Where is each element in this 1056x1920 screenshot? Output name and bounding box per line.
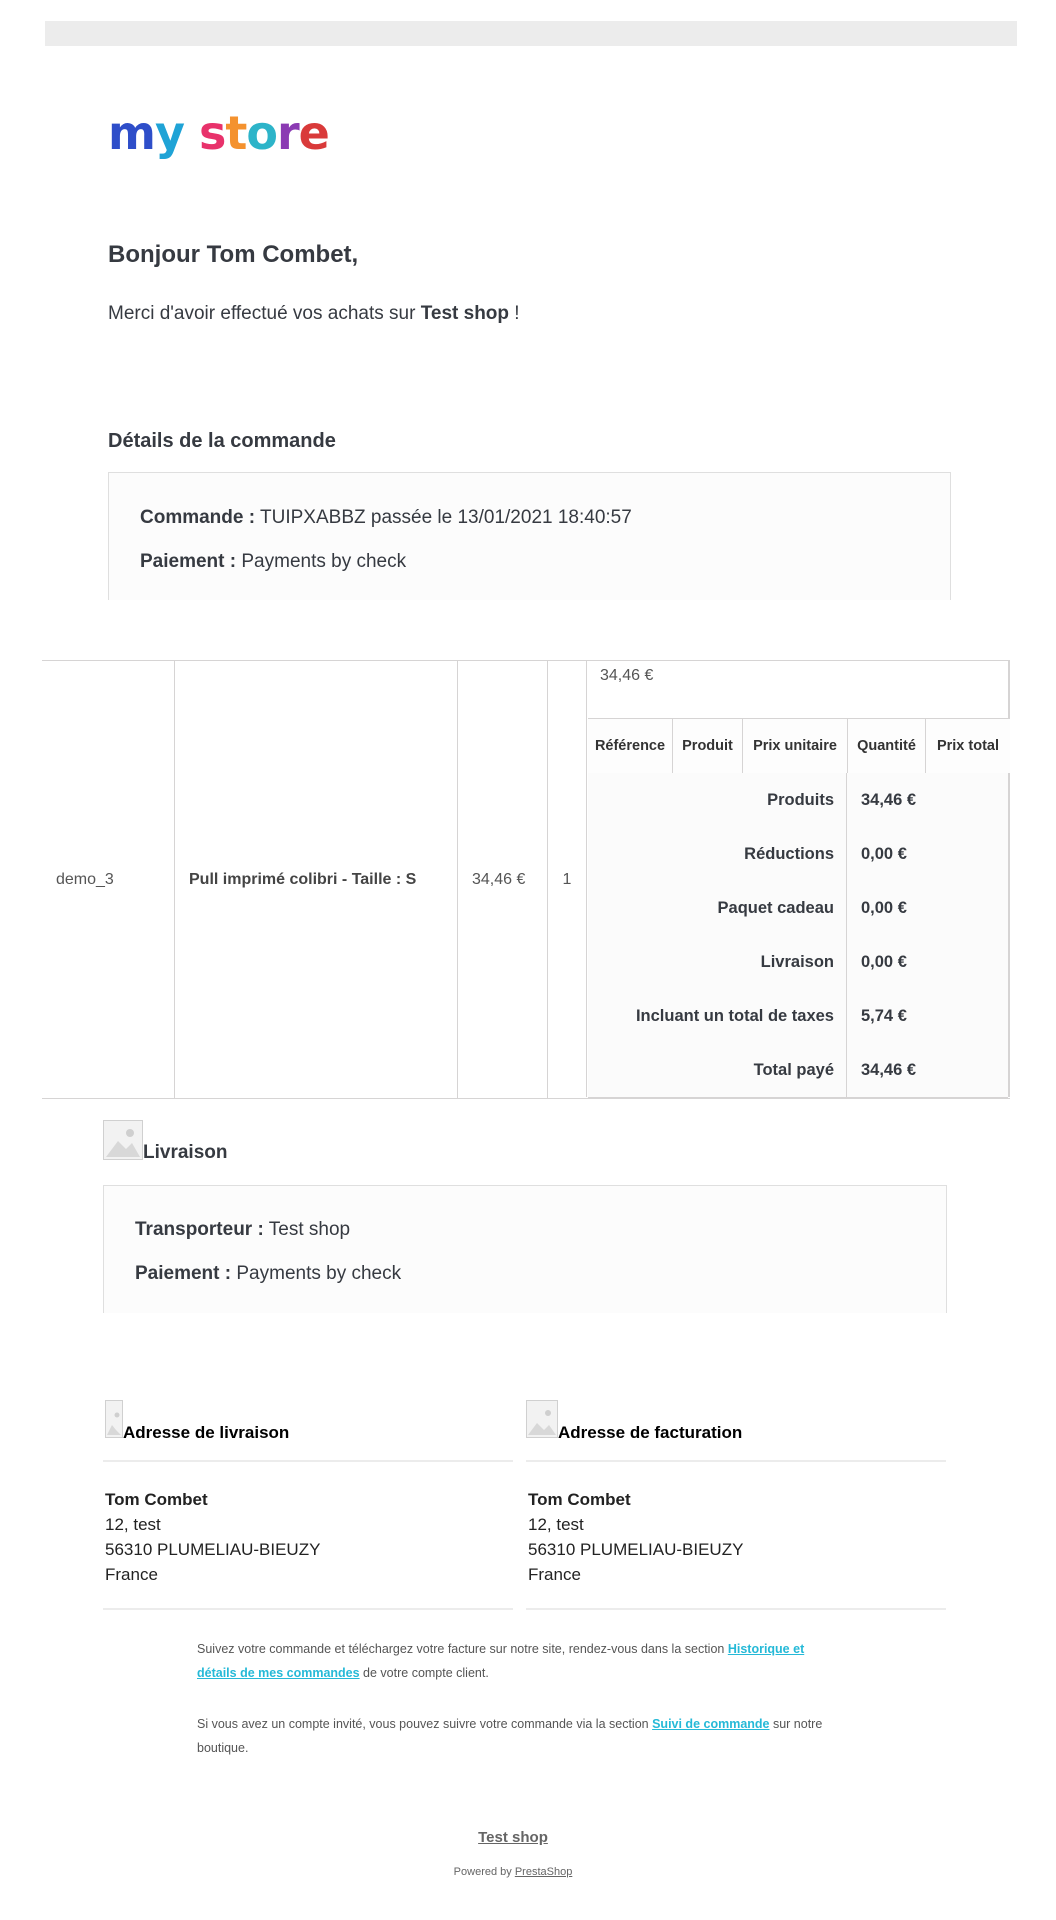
billing-line2: 56310 PLUMELIAU-BIEUZY — [528, 1540, 744, 1559]
totals-value: 0,00 € — [861, 844, 907, 863]
carrier-label: Transporteur : — [135, 1219, 264, 1240]
billing-address-rule — [526, 1460, 946, 1462]
payment-value: Payments by check — [241, 551, 407, 572]
thanks-shop-name: Test shop — [420, 303, 510, 324]
footer-p1-suffix: de votre compte client. — [359, 1666, 489, 1680]
delivery-country: France — [105, 1565, 158, 1584]
billing-address-image-icon — [526, 1400, 558, 1438]
totals-label: Livraison — [588, 935, 847, 989]
order-tracking-link[interactable]: Suivi de commande — [652, 1717, 770, 1731]
logo-part-store: store — [198, 106, 329, 160]
order-label: Commande : — [140, 507, 256, 528]
totals-label: Incluant un total de taxes — [588, 989, 847, 1043]
billing-address — [528, 1487, 743, 1587]
totals-row — [588, 1043, 1008, 1098]
shipping-title: Livraison — [143, 1142, 228, 1163]
cell-unit-price: 34,46 € — [457, 661, 547, 1098]
history-link[interactable]: Historique et détails de mes commandes — [197, 1642, 805, 1680]
footer-p2-suffix: sur notre boutique. — [197, 1717, 823, 1755]
totals-value: 5,74 € — [861, 1006, 907, 1025]
greeting: Bonjour Tom Combet, — [108, 241, 359, 268]
logo-part-my: my — [108, 106, 184, 160]
totals-row — [588, 935, 1008, 990]
delivery-address-bottom-rule — [103, 1608, 513, 1610]
thanks-prefix: Merci d'avoir effectué vos achats sur — [108, 303, 421, 324]
shipping-payment-line — [135, 1263, 401, 1285]
cell-product: Pull imprimé colibri - Taille : S — [174, 661, 457, 1098]
header-product: Produit — [673, 719, 743, 773]
totals-row — [588, 773, 1008, 828]
cell-total-price: 34,46 € — [600, 667, 654, 684]
order-value: TUIPXABBZ passée le 13/01/2021 18:40:57 — [260, 507, 632, 528]
thanks-message — [108, 303, 520, 325]
totals-label: Produits — [588, 773, 847, 827]
shipping-image-icon — [103, 1120, 143, 1160]
delivery-line1: 12, test — [105, 1515, 161, 1534]
totals-label: Total payé — [588, 1043, 847, 1097]
powered-by — [0, 1866, 1026, 1878]
shipping-payment-label: Paiement : — [135, 1263, 232, 1284]
top-bar — [45, 21, 1017, 46]
thanks-suffix: ! — [509, 303, 520, 324]
footer-p2-prefix: Si vous avez un compte invité, vous pouvez suivre votre commande via la section — [197, 1717, 653, 1731]
footer-history-text — [197, 1637, 837, 1685]
order-line — [140, 507, 632, 529]
table-header-row — [588, 718, 1010, 774]
delivery-name: Tom Combet — [105, 1490, 208, 1509]
totals-row — [588, 881, 1008, 936]
delivery-address-rule — [103, 1460, 513, 1462]
order-details-title: Détails de la commande — [108, 430, 336, 452]
billing-name: Tom Combet — [528, 1490, 631, 1509]
header-total-price: Prix total — [936, 738, 1000, 754]
header-reference: Référence — [588, 719, 673, 773]
carrier-value: Test shop — [268, 1219, 351, 1240]
footer-shop-link[interactable]: Test shop — [478, 1829, 548, 1846]
delivery-line2: 56310 PLUMELIAU-BIEUZY — [105, 1540, 321, 1559]
powered-prefix: Powered by — [453, 1866, 515, 1878]
delivery-address-title: Adresse de livraison — [123, 1423, 290, 1442]
carrier-line — [135, 1219, 350, 1241]
delivery-address-image-icon — [105, 1400, 123, 1438]
payment-line — [140, 551, 406, 573]
payment-label: Paiement : — [140, 551, 237, 572]
shipping-payment-value: Payments by check — [236, 1263, 402, 1284]
shipping-box — [103, 1185, 947, 1313]
billing-country: France — [528, 1565, 581, 1584]
totals-value: 34,46 € — [861, 790, 917, 809]
header-quantity: Quantité — [848, 719, 926, 773]
prestashop-link[interactable]: PrestaShop — [514, 1866, 573, 1878]
totals-value: 0,00 € — [861, 952, 907, 971]
billing-address-title: Adresse de facturation — [558, 1423, 743, 1442]
footer-guest-text — [197, 1712, 837, 1760]
store-logo[interactable] — [108, 106, 329, 160]
footer-p1-prefix: Suivez votre commande et téléchargez votre facture sur notre site, rendez-vous dans la section — [197, 1642, 728, 1656]
totals-row — [588, 989, 1008, 1044]
billing-line1: 12, test — [528, 1515, 584, 1534]
billing-address-bottom-rule — [526, 1608, 946, 1610]
totals-row — [588, 827, 1008, 882]
totals-label: Réductions — [588, 827, 847, 881]
order-details-box — [108, 472, 951, 600]
totals-value: 0,00 € — [861, 898, 907, 917]
totals-value: 34,46 € — [861, 1060, 917, 1079]
header-unit-price: Prix unitaire — [743, 719, 848, 773]
cell-quantity: 1 — [547, 661, 586, 1098]
cell-reference: demo_3 — [56, 870, 114, 888]
delivery-address — [105, 1487, 320, 1587]
totals-label: Paquet cadeau — [588, 881, 847, 935]
